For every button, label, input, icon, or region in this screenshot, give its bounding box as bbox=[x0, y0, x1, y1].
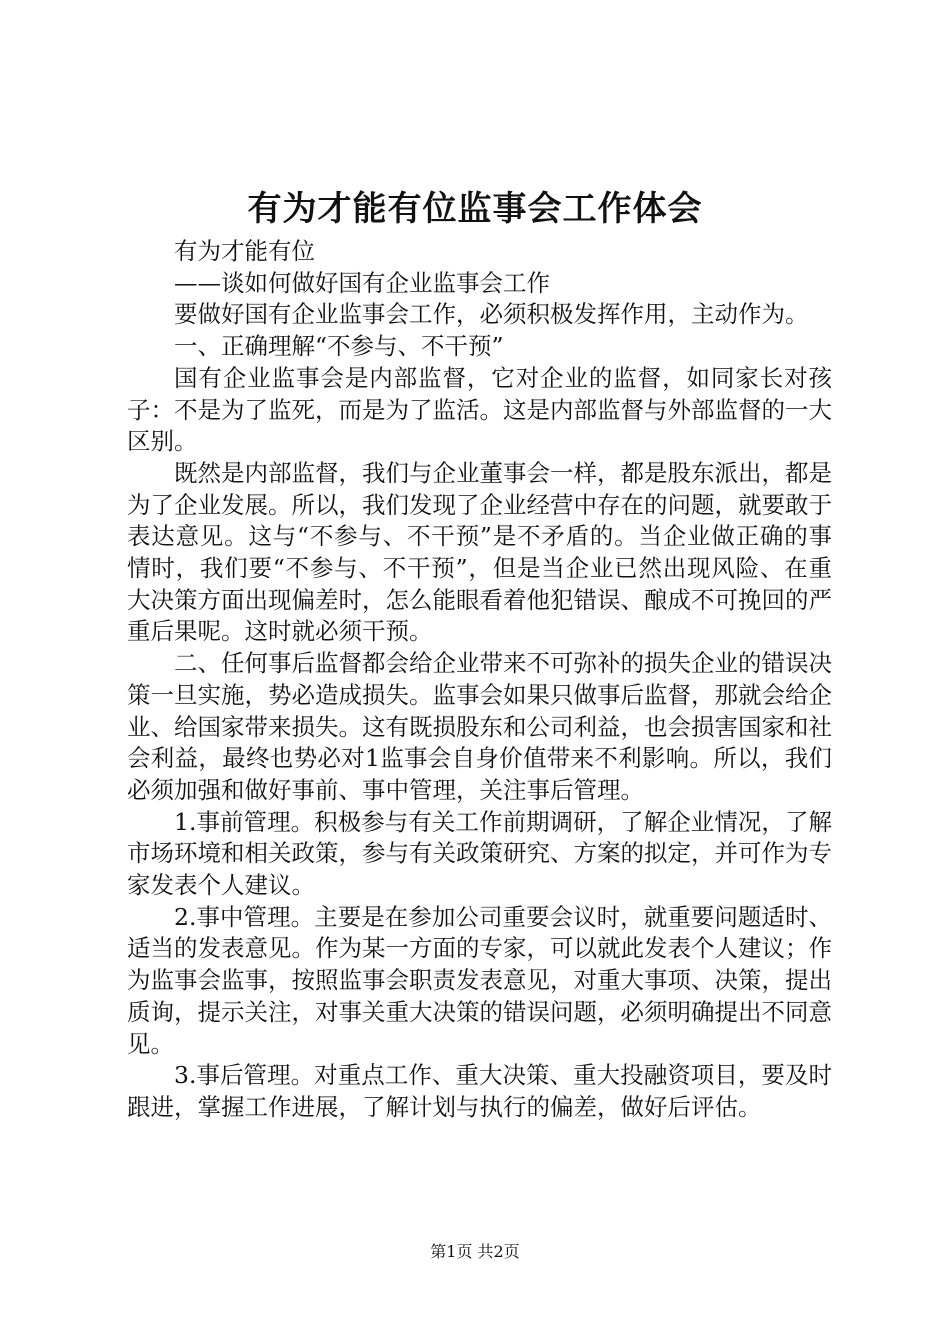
list-item-pre-management: 1.事前管理。积极参与有关工作前期调研，了解企业情况，了解市场环境和相关政策，参与有关政策研究、方案的拟定，并可作为专家发表个人建议。 bbox=[127, 807, 832, 900]
list-item-mid-management: 2.事中管理。主要是在参加公司重要会议时，就重要问题适时、适当的发表意见。作为某一方面的专家，可以就此发表个人建议；作为监事会监事，按照监事会职责发表意见，对重大事项、决策，提出质询，提示关注，对事关重大决策的错误问题，必须明确提出不同意见。 bbox=[127, 902, 832, 1058]
document-body bbox=[127, 236, 832, 1124]
body-paragraph: 国有企业监事会是内部监督，它对企业的监督，如同家长对孩子：不是为了监死，而是为了监活。这是内部监督与外部监督的一大区别。 bbox=[127, 363, 832, 456]
body-paragraph: 既然是内部监督，我们与企业董事会一样，都是股东派出，都是为了企业发展。所以，我们发现了企业经营中存在的问题，就要敢于表达意见。这与“不参与、不干预”是不矛盾的。当企业做正确的事情时，我们要“不参与、不干预”，但是当企业已然出现风险、在重大决策方面出现偏差时，怎么能眼看着他犯错误、酿成不可挽回的严重后果呢。这时就必须干预。 bbox=[127, 458, 832, 646]
subtitle-line: 有为才能有位 bbox=[174, 237, 315, 265]
section-paragraph-2: 二、任何事后监督都会给企业带来不可弥补的损失企业的错误决策一旦实施，势必造成损失。监事会如果只做事后监督，那就会给企业、给国家带来损失。这有既损股东和公司利益，也会损害国家和社会利益，最终也势必对1监事会自身价值带来不利影响。所以，我们必须加强和做好事前、事中管理，关注事后管理。 bbox=[127, 649, 832, 804]
subtitle-subline: ——谈如何做好国有企业监事会工作 bbox=[174, 268, 550, 297]
section-heading-1: 一、正确理解“不参与、不干预” bbox=[174, 332, 504, 361]
intro-paragraph: 要做好国有企业监事会工作，必须积极发挥作用，主动作为。 bbox=[174, 300, 809, 329]
page-footer: 第1页 共2页 bbox=[430, 1242, 520, 1261]
document-title: 有为才能有位监事会工作体会 bbox=[247, 189, 703, 229]
list-item-post-management: 3.事后管理。对重点工作、重大决策、重大投融资项目，要及时跟进，掌握工作进展，了解计划与执行的偏差，做好后评估。 bbox=[127, 1061, 832, 1121]
